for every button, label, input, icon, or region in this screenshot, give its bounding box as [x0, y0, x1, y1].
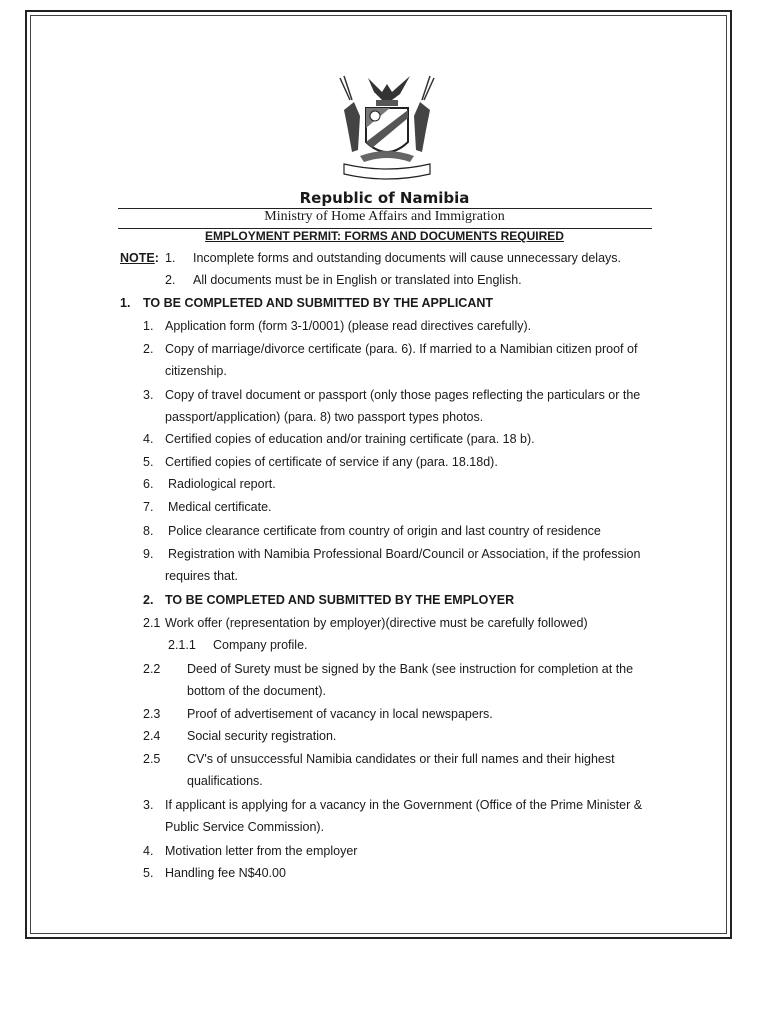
- s1-item-3-text-cont: passport/application) (para. 8) two passport types photos.: [165, 410, 484, 424]
- section-2-title: TO BE COMPLETED AND SUBMITTED BY THE EMPLOYER: [165, 593, 515, 607]
- s2-item-2-1-1-text: Company profile.: [213, 638, 308, 652]
- s1-item-2-text: Copy of marriage/divorce certificate (para. 6). If married to a Namibian citizen proof of: [165, 342, 638, 356]
- s1-item-8-num: 8.: [143, 524, 154, 538]
- s2-item-2-1-text: Work offer (representation by employer)(directive must be carefully followed): [165, 616, 588, 630]
- note-block: NOTE:: [120, 251, 159, 265]
- s1-item-1-text: Application form (form 3-1/0001) (please read directives carefully).: [165, 319, 532, 333]
- s1-item-9-text-cont: requires that.: [165, 569, 238, 583]
- s1-item-3-num: 3.: [143, 388, 154, 402]
- s2-item-2-2-text-cont: bottom of the document).: [187, 684, 326, 698]
- section-2-num: 2.: [143, 593, 154, 607]
- s1-item-5-text: Certified copies of certificate of service if any (para. 18.18d).: [165, 455, 498, 469]
- s1-item-6-num: 6.: [143, 477, 154, 491]
- s1-item-5-num: 5.: [143, 455, 154, 469]
- note-item-2-text: All documents must be in English or translated into English.: [193, 273, 522, 287]
- s1-item-9-text: Registration with Namibia Professional Board/Council or Association, if the profession: [168, 547, 641, 561]
- s2-item-2-4-text: Social security registration.: [187, 729, 337, 743]
- s1-item-1-num: 1.: [143, 319, 154, 333]
- permit-title: EMPLOYMENT PERMIT: FORMS AND DOCUMENTS REQUIRED: [205, 229, 564, 243]
- s2-extra-3-text: If applicant is applying for a vacancy in the Government (Office of the Prime Minister &: [165, 798, 643, 812]
- note-item-1-text: Incomplete forms and outstanding documents will cause unnecessary delays.: [193, 251, 622, 265]
- s2-extra-3-text-cont: Public Service Commission).: [165, 820, 325, 834]
- s1-item-7-num: 7.: [143, 500, 154, 514]
- s2-extra-5-text: Handling fee N$40.00: [165, 866, 286, 880]
- s2-item-2-4-num: 2.4: [143, 729, 161, 743]
- s1-item-9-num: 9.: [143, 547, 154, 561]
- note-item-1-num: 1.: [165, 251, 176, 265]
- s2-item-2-1-num: 2.1: [143, 616, 161, 630]
- s2-item-2-5-num: 2.5: [143, 752, 161, 766]
- s1-item-4-num: 4.: [143, 432, 154, 446]
- section-1-num: 1.: [120, 296, 131, 310]
- s2-item-2-3-num: 2.3: [143, 707, 161, 721]
- section-1-title: TO BE COMPLETED AND SUBMITTED BY THE APPLICANT: [143, 296, 494, 310]
- s1-item-2-text-cont: citizenship.: [165, 364, 227, 378]
- s2-extra-4-num: 4.: [143, 844, 154, 858]
- s2-extra-5-num: 5.: [143, 866, 154, 880]
- s2-item-2-1-1-num: 2.1.1: [168, 638, 196, 652]
- s1-item-8-text: Police clearance certificate from country of origin and last country of residence: [168, 524, 601, 538]
- s1-item-4-text: Certified copies of education and/or training certificate (para. 18 b).: [165, 432, 535, 446]
- s2-item-2-2-text: Deed of Surety must be signed by the Bank (see instruction for completion at the: [187, 662, 634, 676]
- s2-extra-4-text: Motivation letter from the employer: [165, 844, 358, 858]
- s1-item-6-text: Radiological report.: [168, 477, 276, 491]
- s1-item-3-text: Copy of travel document or passport (only those pages reflecting the particulars or the: [165, 388, 641, 402]
- s2-item-2-3-text: Proof of advertisement of vacancy in local newspapers.: [187, 707, 493, 721]
- note-item-2-num: 2.: [165, 273, 176, 287]
- s2-item-2-5-text: CV's of unsuccessful Namibia candidates or their full names and their highest: [187, 752, 615, 766]
- note-label: NOTE: [120, 251, 155, 265]
- ministry-title: Ministry of Home Affairs and Immigration: [264, 209, 505, 224]
- coat-of-arms-icon: [330, 70, 445, 185]
- s2-item-2-2-num: 2.2: [143, 662, 161, 676]
- s1-item-7-text: Medical certificate.: [168, 500, 272, 514]
- s1-item-2-num: 2.: [143, 342, 154, 356]
- country-title: Republic of Namibia: [299, 189, 470, 207]
- s2-extra-3-num: 3.: [143, 798, 154, 812]
- s2-item-2-5-text-cont: qualifications.: [187, 774, 263, 788]
